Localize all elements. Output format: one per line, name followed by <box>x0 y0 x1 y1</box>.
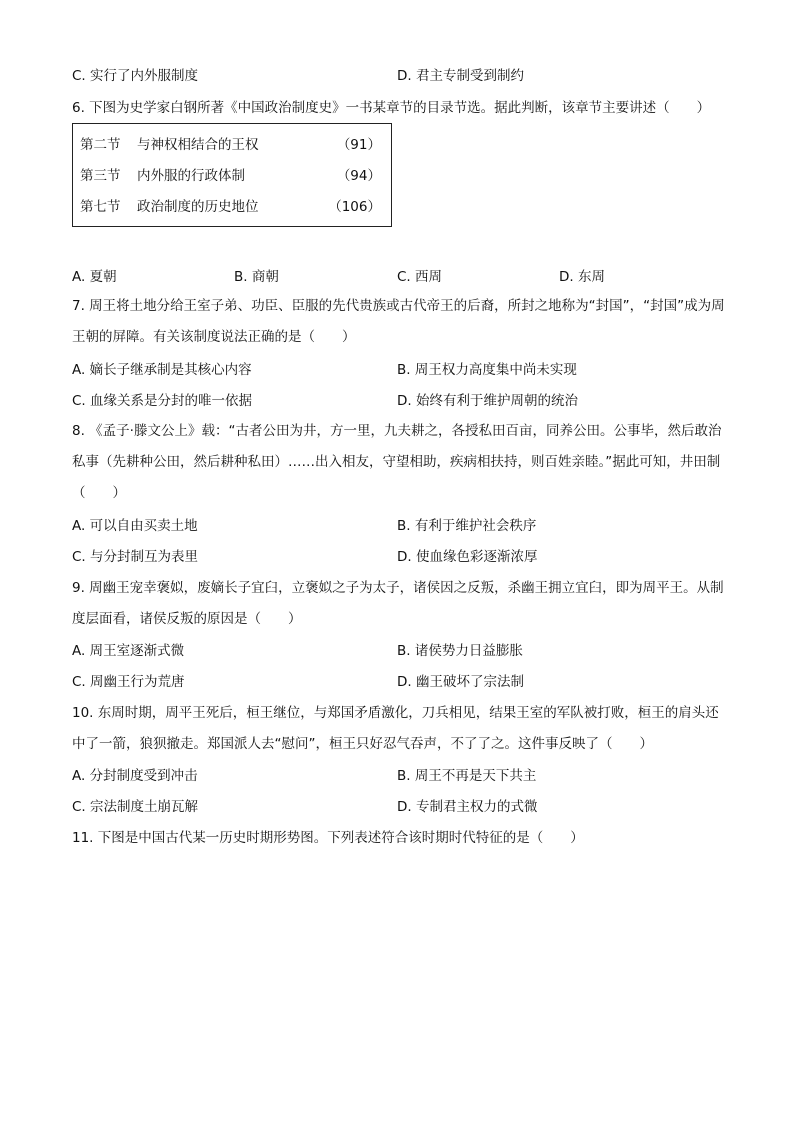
q7-option-c: C. 血缘关系是分封的唯一依据 <box>72 393 253 409</box>
q10-option-b: B. 周王不再是天下共主 <box>397 768 537 784</box>
q9-option-c: C. 周幽王行为荒唐 <box>72 674 185 690</box>
q6-stem: 6. 下图为史学家白钢所著《中国政治制度史》一书某章节的目录节选。据此判断，该章节主要讲述（ ） <box>72 100 711 116</box>
toc-page: （91） <box>336 137 381 153</box>
q5-option-d: D. 君主专制受到制约 <box>397 68 524 84</box>
toc-page: （106） <box>328 199 381 215</box>
toc-title: 内外服的行政体制 <box>137 168 245 184</box>
q7-option-d: D. 始终有利于维护周朝的统治 <box>397 393 578 409</box>
q9-option-a: A. 周王室逐渐式微 <box>72 643 185 659</box>
q10-option-d: D. 专制君主权力的式微 <box>397 799 538 815</box>
q6-option-c: C. 西周 <box>397 269 443 285</box>
q11-stem: 11. 下图是中国古代某一历史时期形势图。下列表述符合该时期时代特征的是（ ） <box>72 830 584 846</box>
toc-page: （94） <box>336 168 381 184</box>
toc-title: 与神权相结合的王权 <box>137 137 259 153</box>
q6-option-d: D. 东周 <box>559 269 605 285</box>
q9-stem: 9. 周幽王宠幸褒姒，废嫡长子宜臼，立褒姒之子为太子，诸侯因之反叛，杀幽王拥立宜臼，即为周平王。从制度层面看，诸侯反叛的原因是（ ） <box>72 580 724 627</box>
toc-section: 第二节 <box>80 137 121 153</box>
q7-option-a: A. 嫡长子继承制是其核心内容 <box>72 362 252 378</box>
q9-option-b: B. 诸侯势力日益膨胀 <box>397 643 523 659</box>
q8-option-c: C. 与分封制互为表里 <box>72 549 199 565</box>
q8-option-b: B. 有利于维护社会秩序 <box>397 518 537 534</box>
q6-option-b: B. 商朝 <box>234 269 279 285</box>
q10-stem: 10. 东周时期，周平王死后，桓王继位，与郑国矛盾激化，刀兵相见，结果王室的军队被打败，桓王的肩头还中了一箭，狼狈撤走。郑国派人去“慰问”，桓王只好忍气吞声，不了了之。这件事反映了（ ） <box>72 705 719 752</box>
q6-option-a: A. 夏朝 <box>72 269 117 285</box>
toc-row <box>80 135 381 155</box>
table-of-contents-box <box>72 123 392 227</box>
toc-section: 第三节 <box>80 168 121 184</box>
q9-option-d: D. 幽王破坏了宗法制 <box>397 674 524 690</box>
toc-row <box>80 166 381 186</box>
toc-row <box>80 197 381 217</box>
toc-section: 第七节 <box>80 199 121 215</box>
q8-stem: 8. 《孟子·滕文公上》载：“古者公田为井，方一里，九夫耕之，各授私田百亩，同养公田。公事毕，然后敢治私事（先耕种公田，然后耕种私田）……出入相友，守望相助，疾病相扶持，则百姓亲睦。”据此可知，井田制（ ） <box>72 423 722 501</box>
q8-option-a: A. 可以自由买卖土地 <box>72 518 198 534</box>
q10-option-a: A. 分封制度受到冲击 <box>72 768 198 784</box>
q5-option-c: C. 实行了内外服制度 <box>72 68 199 84</box>
q8-option-d: D. 使血缘色彩逐渐浓厚 <box>397 549 538 565</box>
toc-title: 政治制度的历史地位 <box>137 199 259 215</box>
q7-stem: 7. 周王将土地分给王室子弟、功臣、臣服的先代贵族或古代帝王的后裔，所封之地称为“封国”，“封国”成为周王朝的屏障。有关该制度说法正确的是（ ） <box>72 298 725 345</box>
q7-option-b: B. 周王权力高度集中尚未实现 <box>397 362 577 378</box>
q10-option-c: C. 宗法制度土崩瓦解 <box>72 799 199 815</box>
